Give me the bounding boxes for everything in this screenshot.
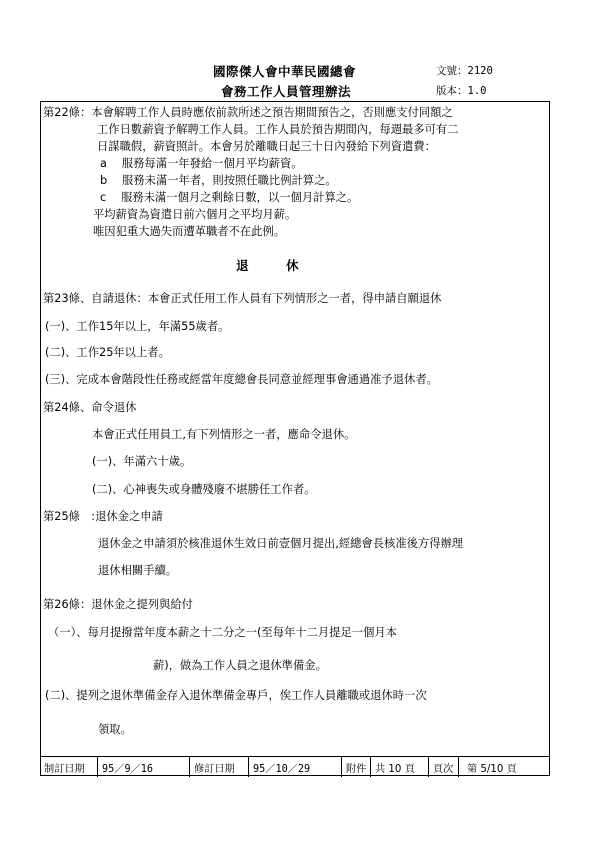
section-title-retirement: 退 休 [236,258,299,273]
art23-item-2: (二)、工作25年以上者。 [45,346,170,359]
art26-item-2-line-2: 領取。 [98,723,132,736]
art23-title: 第23條、自請退休：本會正式任用工作人員有下列情形之一者，得申請自願退休 [43,292,442,305]
doc-number [436,63,493,78]
art22-line-8: 唯因犯重大過失而遭革職者不在此例。 [93,225,286,238]
art24-item-2: (二)、心神喪失或身體殘廢不堪勝任工作者。 [92,483,316,496]
attachment-label: 附件 [342,757,371,777]
version-value: 1.0 [467,85,487,97]
art22-item-b: b 服務未滿一年者，則按照任職比例計算之。 [100,174,337,187]
art22-item-a: a 服務每滿一年發給一個月平均薪資。 [100,157,303,170]
art22-line-2: 工作日數薪資予解聘工作人員。工作人員於預告期間內，每週最多可有二 [97,123,459,136]
document-title: 會務工作人員管理辦法 [221,84,352,99]
art24-item-1: (一)、年滿六十歲。 [92,455,192,468]
footer-info-row [40,756,550,776]
revised-date-label: 修訂日期 [190,757,249,777]
art22-line-7: 平均薪資為資遣日前六個月之平均月薪。 [93,208,297,221]
doc-number-label: 文號： [436,65,468,77]
art23-item-1: (一)、工作15年以上，年滿55歲者。 [45,320,230,333]
art23-item-3: (三)、完成本會階段性任務或經當年度總會長同意並經理事會通過准予退休者。 [45,373,438,386]
version [436,83,486,98]
art22-line-1: 第22條：本會解聘工作人員時應依前款所述之預告期間預告之，否則應支付同額之 [43,106,453,119]
created-date: 95／9／16 [98,757,190,777]
art25-title: 第25條 :退休金之申請 [43,510,163,523]
revised-date: 95／10／29 [249,757,342,777]
doc-number-value: 2120 [467,65,493,77]
organization-name: 國際傑人會中華民國總會 [213,64,357,79]
art22-line-3: 日謀職假，薪資照計。本會另於離職日起三十日內發給下列資遣費： [97,140,436,153]
art26-item-1-line-1: （一）、每月提撥當年度本薪之十二分之一(至每年十二月提足一個月本 [48,626,397,639]
art24-title: 第24條、命令退休 [43,401,137,414]
art26-title: 第26條：退休金之提列與給付 [43,598,193,611]
art24-intro: 本會正式任用員工,有下列情形之一者，應命令退休。 [92,428,356,441]
page-label: 頁次 [429,757,459,777]
page-number: 第 5/10 頁 [467,763,517,775]
art25-line-2: 退休相關手續。 [98,564,178,577]
created-date-label: 制訂日期 [40,757,98,777]
art22-item-c: c 服務未滿一個月之剩餘日數，以一個月計算之。 [100,191,359,204]
version-label: 版本： [436,85,468,97]
art26-item-2-line-1: (二)、提列之退休準備金存入退休準備金專戶，俟工作人員離職或退休時一次 [45,689,427,702]
art25-line-1: 退休金之申請須於核准退休生效日前壹個月提出,經總會長核准後方得辦理 [98,537,464,550]
attachment-pages: 共 10 頁 [371,757,429,777]
art26-item-1-line-2: 薪)，做為工作人員之退休準備金。 [153,659,327,672]
